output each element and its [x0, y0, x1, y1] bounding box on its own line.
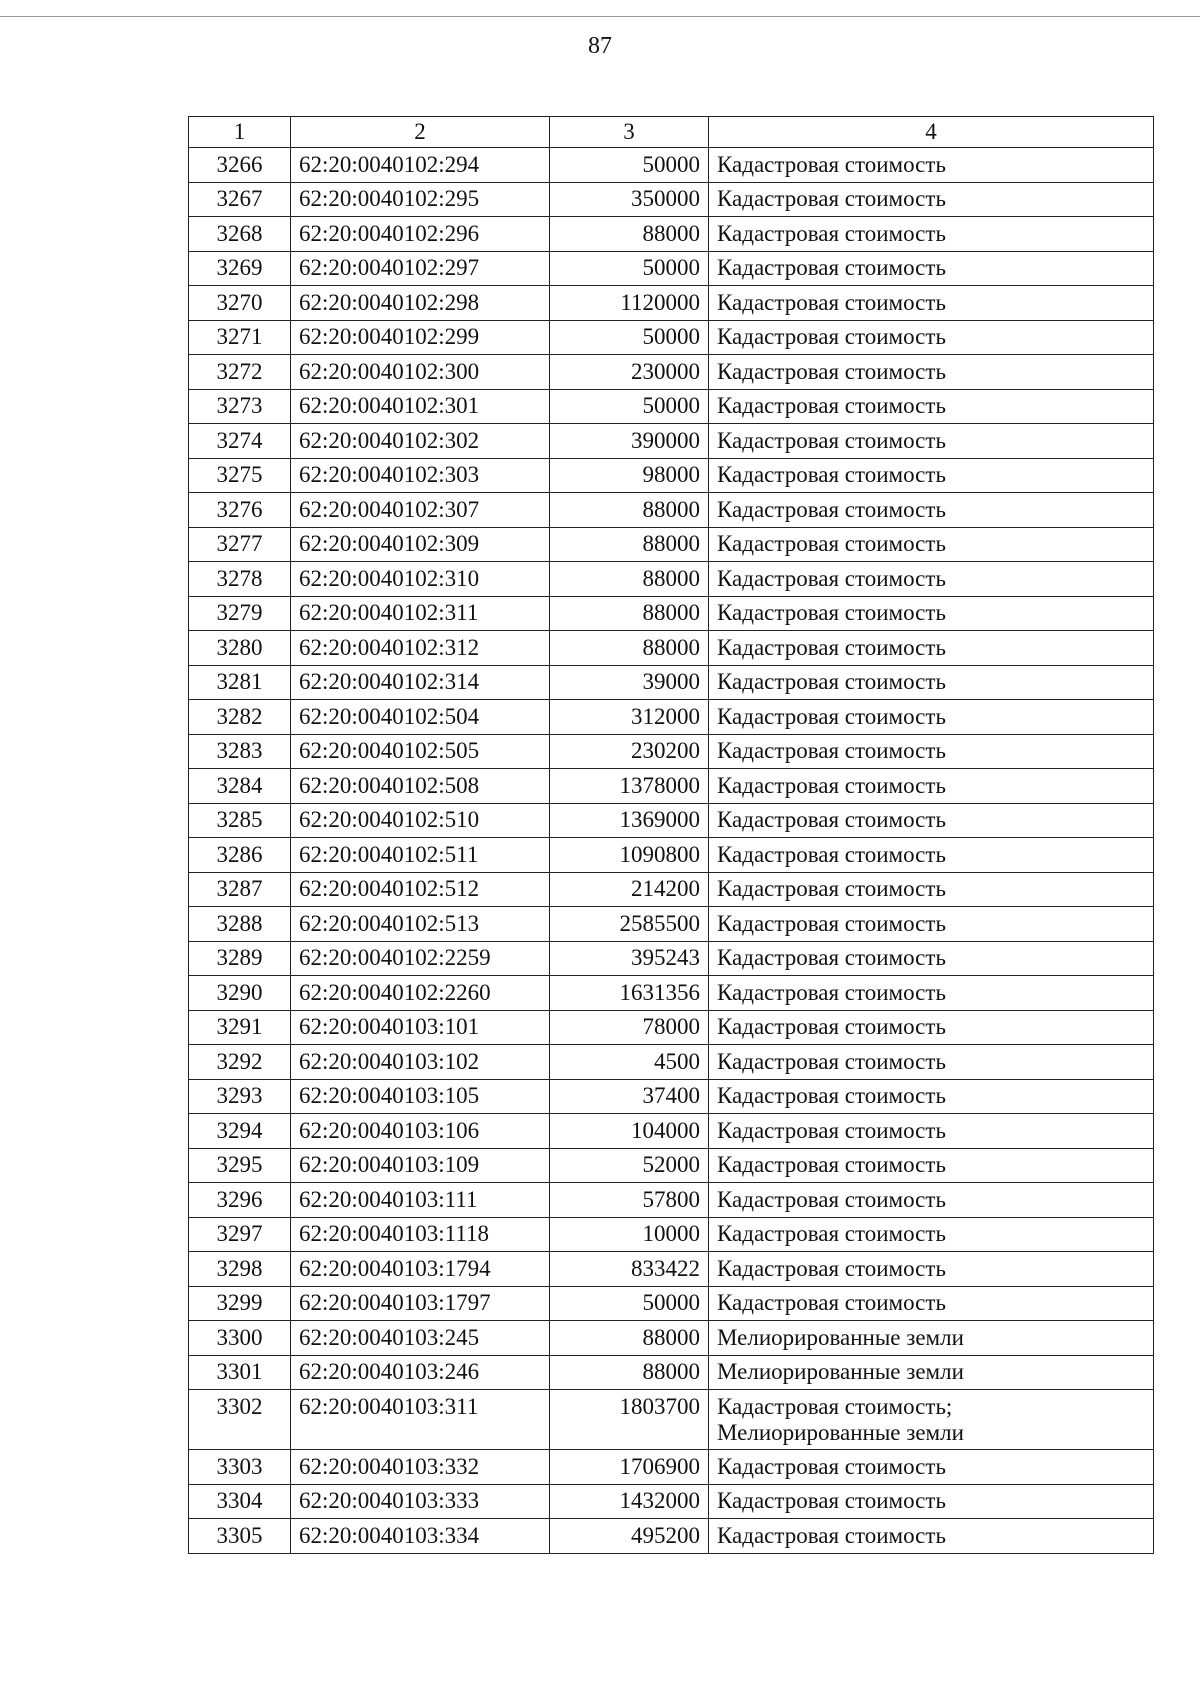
value-cell: 495200: [550, 1519, 709, 1554]
cadastral-number-cell: 62:20:0040102:296: [291, 217, 550, 252]
cadastral-number-cell: 62:20:0040103:1797: [291, 1286, 550, 1321]
table-row: [189, 389, 1154, 424]
cadastral-number-cell: 62:20:0040103:333: [291, 1484, 550, 1519]
table-row: [189, 493, 1154, 528]
value-cell: 88000: [550, 1355, 709, 1390]
table-row: [189, 700, 1154, 735]
note-cell: Кадастровая стоимость: [709, 1079, 1154, 1114]
cadastral-number-cell: 62:20:0040103:1794: [291, 1252, 550, 1287]
note-cell: Кадастровая стоимость: [709, 389, 1154, 424]
row-number-cell: 3289: [189, 941, 291, 976]
value-cell: 50000: [550, 251, 709, 286]
note-cell: Кадастровая стоимость: [709, 286, 1154, 321]
cadastral-number-cell: 62:20:0040102:2259: [291, 941, 550, 976]
note-cell: Кадастровая стоимость: [709, 1252, 1154, 1287]
value-cell: 78000: [550, 1010, 709, 1045]
row-number-cell: 3297: [189, 1217, 291, 1252]
value-cell: 1706900: [550, 1450, 709, 1485]
row-number-cell: 3269: [189, 251, 291, 286]
column-header-3: 3: [550, 117, 709, 148]
table-row: [189, 1252, 1154, 1287]
cadastral-number-cell: 62:20:0040102:300: [291, 355, 550, 390]
table-row: [189, 355, 1154, 390]
value-cell: 88000: [550, 596, 709, 631]
note-cell: Кадастровая стоимость: [709, 734, 1154, 769]
column-header-1: 1: [189, 117, 291, 148]
value-cell: 104000: [550, 1114, 709, 1149]
note-cell: Кадастровая стоимость: [709, 527, 1154, 562]
value-cell: 1631356: [550, 976, 709, 1011]
cadastral-number-cell: 62:20:0040102:310: [291, 562, 550, 597]
row-number-cell: 3303: [189, 1450, 291, 1485]
note-cell: Кадастровая стоимость: [709, 251, 1154, 286]
row-number-cell: 3290: [189, 976, 291, 1011]
row-number-cell: 3285: [189, 803, 291, 838]
cadastral-number-cell: 62:20:0040102:301: [291, 389, 550, 424]
row-number-cell: 3278: [189, 562, 291, 597]
row-number-cell: 3266: [189, 148, 291, 183]
note-cell: Кадастровая стоимость: [709, 1148, 1154, 1183]
table-row: [189, 1286, 1154, 1321]
value-cell: 230000: [550, 355, 709, 390]
value-cell: 50000: [550, 320, 709, 355]
note-cell: Мелиорированные земли: [709, 1321, 1154, 1356]
note-cell: Кадастровая стоимость: [709, 182, 1154, 217]
note-cell: Кадастровая стоимость: [709, 217, 1154, 252]
note-cell: Кадастровая стоимость: [709, 700, 1154, 735]
table-row: [189, 769, 1154, 804]
cadastral-number-cell: 62:20:0040102:294: [291, 148, 550, 183]
row-number-cell: 3275: [189, 458, 291, 493]
row-number-cell: 3273: [189, 389, 291, 424]
note-cell: Кадастровая стоимость: [709, 596, 1154, 631]
note-cell: Кадастровая стоимость: [709, 1114, 1154, 1149]
note-cell: Кадастровая стоимость: [709, 1450, 1154, 1485]
table-row: [189, 1450, 1154, 1485]
table-row: [189, 1114, 1154, 1149]
table-row: [189, 320, 1154, 355]
value-cell: 230200: [550, 734, 709, 769]
cadastral-number-cell: 62:20:0040103:334: [291, 1519, 550, 1554]
cadastral-number-cell: 62:20:0040103:106: [291, 1114, 550, 1149]
table-row: [189, 148, 1154, 183]
table-header-row: [189, 117, 1154, 148]
note-cell: Кадастровая стоимость: [709, 355, 1154, 390]
note-cell: Кадастровая стоимость: [709, 1010, 1154, 1045]
cadastral-number-cell: 62:20:0040102:508: [291, 769, 550, 804]
page-number: 87: [588, 33, 612, 59]
cadastral-number-cell: 62:20:0040102:298: [291, 286, 550, 321]
note-cell: Кадастровая стоимость: [709, 631, 1154, 666]
value-cell: 1432000: [550, 1484, 709, 1519]
note-cell: Кадастровая стоимость: [709, 1217, 1154, 1252]
note-cell: Кадастровая стоимость: [709, 320, 1154, 355]
row-number-cell: 3268: [189, 217, 291, 252]
cadastral-number-cell: 62:20:0040103:246: [291, 1355, 550, 1390]
row-number-cell: 3282: [189, 700, 291, 735]
table-row: [189, 941, 1154, 976]
value-cell: 50000: [550, 1286, 709, 1321]
note-cell: Кадастровая стоимость: [709, 1484, 1154, 1519]
row-number-cell: 3288: [189, 907, 291, 942]
row-number-cell: 3296: [189, 1183, 291, 1218]
value-cell: 39000: [550, 665, 709, 700]
row-number-cell: 3267: [189, 182, 291, 217]
value-cell: 1369000: [550, 803, 709, 838]
cadastral-number-cell: 62:20:0040103:102: [291, 1045, 550, 1080]
cadastral-number-cell: 62:20:0040102:2260: [291, 976, 550, 1011]
value-cell: 88000: [550, 527, 709, 562]
row-number-cell: 3286: [189, 838, 291, 873]
table-row: [189, 838, 1154, 873]
row-number-cell: 3300: [189, 1321, 291, 1356]
row-number-cell: 3304: [189, 1484, 291, 1519]
cadastral-number-cell: 62:20:0040102:314: [291, 665, 550, 700]
note-cell: Кадастровая стоимость; Мелиорированные земли: [709, 1390, 1154, 1450]
note-cell: Кадастровая стоимость: [709, 907, 1154, 942]
note-cell: Кадастровая стоимость: [709, 976, 1154, 1011]
cadastral-number-cell: 62:20:0040103:1118: [291, 1217, 550, 1252]
value-cell: 88000: [550, 1321, 709, 1356]
row-number-cell: 3280: [189, 631, 291, 666]
row-number-cell: 3298: [189, 1252, 291, 1287]
table-row: [189, 1010, 1154, 1045]
table-row: [189, 182, 1154, 217]
value-cell: 10000: [550, 1217, 709, 1252]
cadastral-number-cell: 62:20:0040103:311: [291, 1390, 550, 1450]
row-number-cell: 3271: [189, 320, 291, 355]
note-cell: Кадастровая стоимость: [709, 148, 1154, 183]
value-cell: 833422: [550, 1252, 709, 1287]
table-row: [189, 424, 1154, 459]
cadastral-number-cell: 62:20:0040103:105: [291, 1079, 550, 1114]
table-row: [189, 1321, 1154, 1356]
note-cell: Кадастровая стоимость: [709, 1183, 1154, 1218]
value-cell: 52000: [550, 1148, 709, 1183]
row-number-cell: 3284: [189, 769, 291, 804]
row-number-cell: 3291: [189, 1010, 291, 1045]
cadastral-number-cell: 62:20:0040103:332: [291, 1450, 550, 1485]
table-row: [189, 1390, 1154, 1450]
note-cell: Кадастровая стоимость: [709, 838, 1154, 873]
value-cell: 88000: [550, 217, 709, 252]
row-number-cell: 3281: [189, 665, 291, 700]
value-cell: 37400: [550, 1079, 709, 1114]
row-number-cell: 3270: [189, 286, 291, 321]
value-cell: 312000: [550, 700, 709, 735]
cadastral-number-cell: 62:20:0040102:512: [291, 872, 550, 907]
value-cell: 50000: [550, 389, 709, 424]
table-row: [189, 734, 1154, 769]
table-row: [189, 976, 1154, 1011]
value-cell: 88000: [550, 562, 709, 597]
row-number-cell: 3293: [189, 1079, 291, 1114]
table-row: [189, 458, 1154, 493]
value-cell: 1120000: [550, 286, 709, 321]
note-cell: Кадастровая стоимость: [709, 665, 1154, 700]
column-header-4: 4: [709, 117, 1154, 148]
note-cell: Кадастровая стоимость: [709, 941, 1154, 976]
row-number-cell: 3295: [189, 1148, 291, 1183]
row-number-cell: 3294: [189, 1114, 291, 1149]
note-cell: Кадастровая стоимость: [709, 872, 1154, 907]
row-number-cell: 3305: [189, 1519, 291, 1554]
table-row: [189, 217, 1154, 252]
note-cell: Кадастровая стоимость: [709, 803, 1154, 838]
note-cell: Кадастровая стоимость: [709, 1519, 1154, 1554]
note-cell: Кадастровая стоимость: [709, 458, 1154, 493]
cadastral-number-cell: 62:20:0040102:505: [291, 734, 550, 769]
table-row: [189, 251, 1154, 286]
value-cell: 98000: [550, 458, 709, 493]
column-header-2: 2: [291, 117, 550, 148]
cadastral-table: [188, 116, 1154, 1554]
value-cell: 1803700: [550, 1390, 709, 1450]
note-cell: Кадастровая стоимость: [709, 424, 1154, 459]
note-cell: Кадастровая стоимость: [709, 1045, 1154, 1080]
row-number-cell: 3276: [189, 493, 291, 528]
table-row: [189, 1519, 1154, 1554]
cadastral-number-cell: 62:20:0040102:513: [291, 907, 550, 942]
row-number-cell: 3299: [189, 1286, 291, 1321]
cadastral-number-cell: 62:20:0040102:504: [291, 700, 550, 735]
cadastral-number-cell: 62:20:0040102:510: [291, 803, 550, 838]
value-cell: 1090800: [550, 838, 709, 873]
row-number-cell: 3274: [189, 424, 291, 459]
table-row: [189, 907, 1154, 942]
row-number-cell: 3287: [189, 872, 291, 907]
value-cell: 2585500: [550, 907, 709, 942]
table-row: [189, 1217, 1154, 1252]
row-number-cell: 3272: [189, 355, 291, 390]
table-row: [189, 665, 1154, 700]
note-cell: Кадастровая стоимость: [709, 1286, 1154, 1321]
table-body: [189, 148, 1154, 1554]
value-cell: 350000: [550, 182, 709, 217]
row-number-cell: 3292: [189, 1045, 291, 1080]
note-cell: Кадастровая стоимость: [709, 493, 1154, 528]
cadastral-number-cell: 62:20:0040102:511: [291, 838, 550, 873]
table-row: [189, 527, 1154, 562]
table-row: [189, 562, 1154, 597]
table-row: [189, 286, 1154, 321]
cadastral-number-cell: 62:20:0040102:307: [291, 493, 550, 528]
value-cell: 57800: [550, 1183, 709, 1218]
table-row: [189, 596, 1154, 631]
table-row: [189, 1079, 1154, 1114]
cadastral-number-cell: 62:20:0040102:312: [291, 631, 550, 666]
table-row: [189, 1183, 1154, 1218]
table-row: [189, 1355, 1154, 1390]
row-number-cell: 3301: [189, 1355, 291, 1390]
value-cell: 88000: [550, 631, 709, 666]
cadastral-number-cell: 62:20:0040103:101: [291, 1010, 550, 1045]
table-row: [189, 872, 1154, 907]
value-cell: 88000: [550, 493, 709, 528]
cadastral-number-cell: 62:20:0040102:309: [291, 527, 550, 562]
row-number-cell: 3302: [189, 1390, 291, 1450]
value-cell: 395243: [550, 941, 709, 976]
cadastral-number-cell: 62:20:0040103:245: [291, 1321, 550, 1356]
row-number-cell: 3277: [189, 527, 291, 562]
value-cell: 1378000: [550, 769, 709, 804]
value-cell: 214200: [550, 872, 709, 907]
cadastral-number-cell: 62:20:0040102:311: [291, 596, 550, 631]
cadastral-number-cell: 62:20:0040102:297: [291, 251, 550, 286]
table-row: [189, 1484, 1154, 1519]
note-cell: Кадастровая стоимость: [709, 769, 1154, 804]
note-cell: Мелиорированные земли: [709, 1355, 1154, 1390]
table-row: [189, 1045, 1154, 1080]
cadastral-number-cell: 62:20:0040102:295: [291, 182, 550, 217]
value-cell: 4500: [550, 1045, 709, 1080]
table-row: [189, 803, 1154, 838]
cadastral-number-cell: 62:20:0040103:109: [291, 1148, 550, 1183]
table-row: [189, 631, 1154, 666]
row-number-cell: 3283: [189, 734, 291, 769]
note-cell: Кадастровая стоимость: [709, 562, 1154, 597]
cadastral-number-cell: 62:20:0040102:299: [291, 320, 550, 355]
scan-edge-line: [0, 16, 1200, 17]
cadastral-number-cell: 62:20:0040102:303: [291, 458, 550, 493]
value-cell: 390000: [550, 424, 709, 459]
value-cell: 50000: [550, 148, 709, 183]
cadastral-number-cell: 62:20:0040103:111: [291, 1183, 550, 1218]
table-row: [189, 1148, 1154, 1183]
row-number-cell: 3279: [189, 596, 291, 631]
cadastral-number-cell: 62:20:0040102:302: [291, 424, 550, 459]
